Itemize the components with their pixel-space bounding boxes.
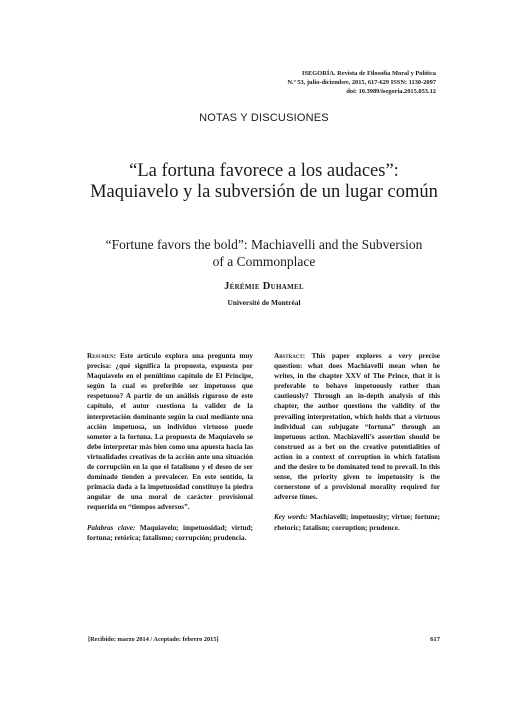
page-number: 617 bbox=[430, 636, 440, 643]
resumen-label: Resumen: bbox=[87, 352, 116, 360]
journal-issue: N.º 53, julio-diciembre, 2015, 617-629 ISSN: 1130-2097 bbox=[287, 79, 436, 86]
key-words-text: Machiavelli; impetuosity; virtue; fortune; rhetoric; fatalism; corruption; prudence. bbox=[274, 513, 441, 532]
abstract-text: This paper explores a very precise question: what does Machiavelli mean when he writes, in the chapter XXV of The Prince, that it is preferable to behave impetuously rather than cautiously? Through an in-depth analysis of this chapter, the author questions the validity of the prevailing interpretation, which holds that a virtuous individual can subjugate “fortuna” through an impetuous action. Machiavelli’s assertion should be construed as a bet on the creative potentialities of action in a context of corruption in which fatalism and the desire to be dominated tend to prevail. In this sense, the priority given to impetuosity is the cornerstone of a provisional morality required for adverse times. bbox=[274, 352, 440, 502]
title-es-line-2: Maquiavelo y la subversión de un lugar común bbox=[90, 182, 438, 202]
palabras-clave-label: Palabras clave: bbox=[87, 523, 136, 532]
palabras-clave-text: Maquiavelo; impetuosidad; virtud; fortuna; retórica; fatalismo; corrupción; prudencia. bbox=[87, 523, 253, 542]
abstract-label: Abstract: bbox=[274, 352, 306, 360]
spanish-abstract-column bbox=[87, 351, 253, 543]
title-en-line-1: “Fortune favors the bold”: Machiavelli and the Subversion bbox=[105, 237, 423, 252]
abstract-paragraph bbox=[274, 351, 440, 502]
author-affiliation: Université de Montréal bbox=[227, 298, 301, 307]
title-es-line-1: “La fortuna favorece a los audaces”: bbox=[129, 161, 399, 181]
resumen-text: Este artículo explora una pregunta muy precisa: ¿qué significa la propuesta, expuesta por Maquiavelo en el penúltimo capítulo de El Príncipe, según la cual es preferible ser impetuoso que respetuoso? A partir de un análisis riguroso de este capítulo, el autor cuestiona la validez de la interpretación dominante según la cual mediante una acción impetuosa, un individuo virtuoso puede someter a la fortuna. La propuesta de Maquiavelo se debe interpretar más bien como una apuesta hacia las virtualidades creativas de la acción ante una situación de corrupción en la que el fatalismo y el deseo de ser dominado tienden a prevalecer. En este sentido, la primacía dada a la impetuosidad constituye la piedra angular de una moral de carácter provisional requerida en “tiempos adversos”. bbox=[87, 352, 254, 512]
article-title-spanish bbox=[70, 161, 458, 203]
title-en-line-2: of a Commonplace bbox=[212, 254, 316, 269]
received-accepted-dates: [Recibido: marzo 2014 / Aceptado: febrero 2015] bbox=[88, 636, 219, 643]
journal-doi: doi: 10.3989/isegoria.2015.053.12 bbox=[346, 88, 436, 95]
resumen-paragraph bbox=[87, 351, 253, 513]
journal-header bbox=[216, 69, 436, 96]
english-abstract-column bbox=[274, 351, 440, 533]
article-title-english bbox=[70, 236, 458, 270]
journal-name: ISEGORÍA. Revista de Filosofía Moral y Política bbox=[301, 70, 436, 77]
key-words-paragraph bbox=[274, 512, 440, 532]
author-name: Jérémie Duhamel bbox=[224, 281, 304, 292]
palabras-clave-paragraph bbox=[87, 523, 253, 543]
key-words-label: Key words: bbox=[274, 513, 308, 522]
section-label: NOTAS Y DISCUSIONES bbox=[199, 112, 329, 124]
